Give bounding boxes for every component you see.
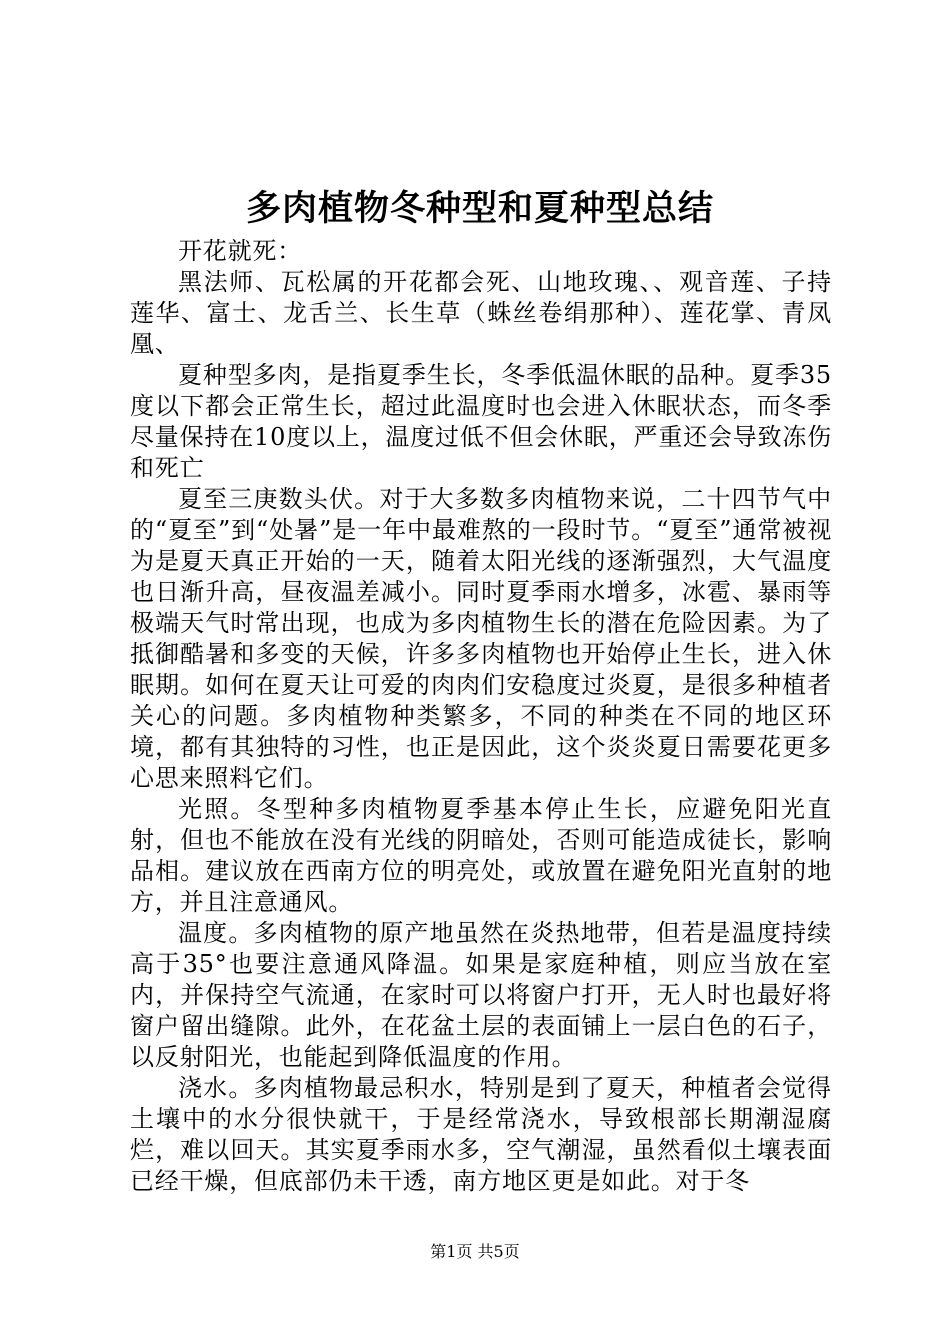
paragraph-flowering-death-heading: 开花就死： [178, 237, 302, 265]
document-title: 多肉植物冬种型和夏种型总结 [245, 188, 714, 229]
document-body [130, 236, 832, 1197]
paragraph-temperature: 温度。多肉植物的原产地虽然在炎热地带，但若是温度持续高于35°也要注意通风降温。如果是家庭种植，则应当放在室内，并保持空气流通，在家时可以将窗户打开，无人时也最好将窗户留出缝隙。此外，在花盆土层的表面铺上一层白色的石子，以反射阳光，也能起到降低温度的作用。 [130, 919, 832, 1071]
paragraph-summer-solstice: 夏至三庚数头伏。对于大多数多肉植物来说，二十四节气中的“夏至”到“处暑”是一年中最难熬的一段时节。“夏至”通常被视为是夏天真正开始的一天，随着太阳光线的逐渐强烈，大气温度也日渐升高，昼夜温差减小。同时夏季雨水增多，冰雹、暴雨等极端天气时常出现，也成为多肉植物生长的潜在危险因素。为了抵御酷暑和多变的天候，许多多肉植物也开始停止生长，进入休眠期。如何在夏天让可爱的肉肉们安稳度过炎夏，是很多种植者关心的问题。多肉植物种类繁多，不同的种类在不同的地区环境，都有其独特的习性，也正是因此，这个炎炎夏日需要花更多心思来照料它们。 [130, 485, 832, 792]
paragraph-watering: 浇水。多肉植物最忌积水，特别是到了夏天，种植者会觉得土壤中的水分很快就干，于是经常浇水，导致根部长期潮湿腐烂，难以回天。其实夏季雨水多，空气潮湿，虽然看似土壤表面已经干燥，但底部仍未干透，南方地区更是如此。对于冬 [130, 1074, 832, 1195]
paragraph-lighting: 光照。冬型种多肉植物夏季基本停止生长，应避免阳光直射，但也不能放在没有光线的阴暗处，否则可能造成徒长，影响品相。建议放在西南方位的明亮处，或放置在避免阳光直射的地方，并且注意通风。 [130, 795, 832, 916]
paragraph-summer-type: 夏种型多肉，是指夏季生长，冬季低温休眠的品种。夏季35度以下都会正常生长，超过此温度时也会进入休眠状态，而冬季尽量保持在10度以上，温度过低不但会休眠，严重还会导致冻伤和死亡 [130, 361, 832, 482]
paragraph-flowering-death-list: 黑法师、瓦松属的开花都会死、山地玫瑰、、观音莲、子持莲华、富士、龙舌兰、长生草（蛛丝卷绢那种）、莲花掌、青凤凰、 [130, 268, 832, 358]
page-number-footer: 第1页 共5页 [430, 1242, 520, 1261]
